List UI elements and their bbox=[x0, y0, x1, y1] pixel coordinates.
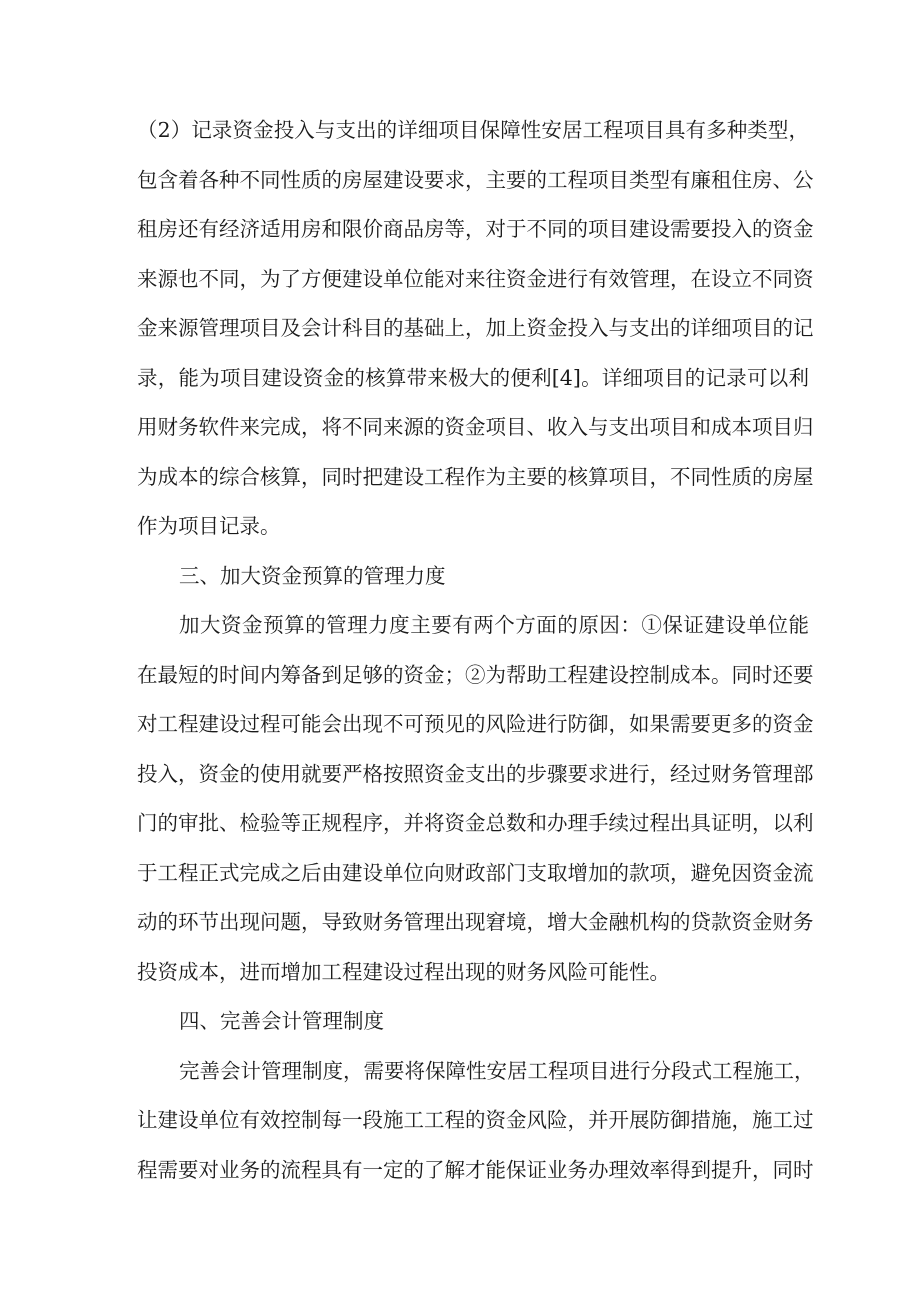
paragraph-line: 在最短的时间内筹备到足够的资金；②为帮助工程建设控制成本。同时还要 bbox=[137, 663, 814, 687]
paragraph-line: 录，能为项目建设资金的核算带来极大的便利[4]。详细项目的记录可以利 bbox=[137, 366, 809, 390]
paragraph-line: 门的审批、检验等正规程序，并将资金总数和办理手续过程出具证明，以利 bbox=[137, 811, 814, 835]
paragraph-line: 于工程正式完成之后由建设单位向财政部门支取增加的款项，避免因资金流 bbox=[137, 861, 814, 885]
paragraph-line: 动的环节出现问题，导致财务管理出现窘境，增大金融机构的贷款资金财务 bbox=[137, 910, 814, 934]
paragraph-line: 金来源管理项目及会计科目的基础上，加上资金投入与支出的详细项目的记 bbox=[137, 316, 814, 340]
paragraph-line: 加大资金预算的管理力度主要有两个方面的原因：①保证建设单位能 bbox=[179, 613, 809, 637]
paragraph-line: 作为项目记录。 bbox=[137, 514, 281, 538]
paragraph-line: 包含着各种不同性质的房屋建设要求，主要的工程项目类型有廉租住房、公 bbox=[137, 168, 814, 192]
section-heading: 四、完善会计管理制度 bbox=[179, 1009, 384, 1033]
paragraph-line: 完善会计管理制度，需要将保障性安居工程项目进行分段式工程施工， bbox=[179, 1059, 815, 1083]
paragraph-line: 为成本的综合核算，同时把建设工程作为主要的核算项目，不同性质的房屋 bbox=[137, 465, 814, 489]
paragraph-line: 投入，资金的使用就要严格按照资金支出的步骤要求进行，经过财务管理部 bbox=[137, 762, 814, 786]
paragraph-line: （2）记录资金投入与支出的详细项目保障性安居工程项目具有多种类型， bbox=[137, 118, 809, 142]
paragraph-line: 用财务软件来完成，将不同来源的资金项目、收入与支出项目和成本项目归 bbox=[137, 415, 814, 439]
paragraph-line: 对工程建设过程可能会出现不可预见的风险进行防御，如果需要更多的资金 bbox=[137, 712, 814, 736]
paragraph-line: 让建设单位有效控制每一段施工工程的资金风险，并开展防御措施，施工过 bbox=[137, 1108, 814, 1132]
paragraph-line: 来源也不同，为了方便建设单位能对来往资金进行有效管理，在设立不同资 bbox=[137, 267, 814, 291]
paragraph-line: 程需要对业务的流程具有一定的了解才能保证业务办理效率得到提升，同时 bbox=[137, 1158, 814, 1182]
section-heading: 三、加大资金预算的管理力度 bbox=[179, 564, 446, 588]
paragraph-line: 投资成本，进而增加工程建设过程出现的财务风险可能性。 bbox=[137, 960, 670, 984]
paragraph-line: 租房还有经济适用房和限价商品房等，对于不同的项目建设需要投入的资金 bbox=[137, 217, 814, 241]
